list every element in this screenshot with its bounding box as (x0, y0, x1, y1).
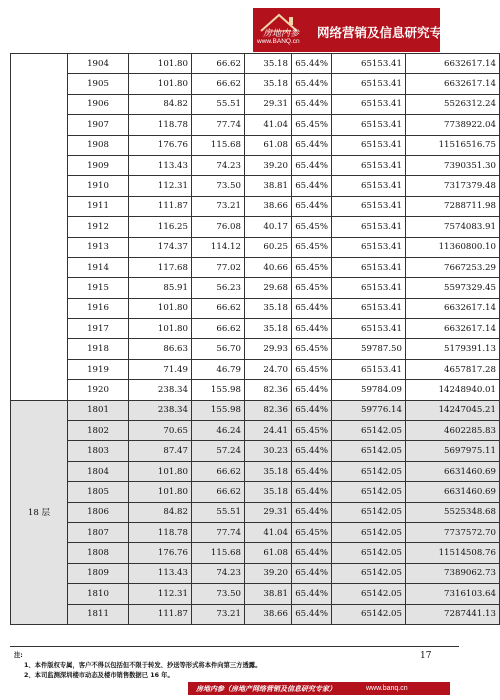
unit-number-cell: 1806 (68, 502, 129, 522)
unit-number-cell: 1914 (68, 257, 129, 277)
unit-number-cell: 1811 (68, 604, 129, 624)
value-cell: 65142.05 (332, 441, 406, 461)
value-cell: 73.50 (192, 176, 245, 196)
value-cell: 7737572.70 (406, 522, 500, 542)
value-cell: 70.65 (129, 421, 192, 441)
value-cell: 65.44% (292, 380, 332, 400)
table-row (11, 54, 500, 74)
value-cell: 40.17 (245, 217, 292, 237)
notes-title: 注: (14, 652, 23, 659)
value-cell: 115.68 (192, 135, 245, 155)
value-cell: 7390351.30 (406, 155, 500, 175)
value-cell: 6632617.14 (406, 74, 500, 94)
value-cell: 65.44% (292, 604, 332, 624)
unit-number-cell: 1808 (68, 543, 129, 563)
value-cell: 65.45% (292, 115, 332, 135)
unit-number-cell: 1910 (68, 176, 129, 196)
value-cell: 65142.05 (332, 584, 406, 604)
footer-text: 房地内参（房地产网络营销及信息研究专家） (196, 684, 336, 693)
value-cell: 117.68 (129, 257, 192, 277)
value-cell: 7667253.29 (406, 257, 500, 277)
unit-number-cell: 1918 (68, 339, 129, 359)
value-cell: 84.82 (129, 502, 192, 522)
value-cell: 6632617.14 (406, 54, 500, 74)
value-cell: 59776.14 (332, 400, 406, 420)
value-cell: 111.87 (129, 196, 192, 216)
value-cell: 113.43 (129, 155, 192, 175)
value-cell: 39.20 (245, 155, 292, 175)
value-cell: 38.66 (245, 196, 292, 216)
value-cell: 6632617.14 (406, 319, 500, 339)
value-cell: 65.45% (292, 421, 332, 441)
value-cell: 65.44% (292, 543, 332, 563)
value-cell: 85.91 (129, 278, 192, 298)
header-title: 网络营销及信息研究专家 (317, 25, 455, 40)
table-row (11, 94, 500, 114)
value-cell: 7317379.48 (406, 176, 500, 196)
value-cell: 65.44% (292, 74, 332, 94)
table-row (11, 339, 500, 359)
value-cell: 46.79 (192, 359, 245, 379)
value-cell: 46.24 (192, 421, 245, 441)
value-cell: 14247045.21 (406, 400, 500, 420)
value-cell: 66.62 (192, 319, 245, 339)
value-cell: 82.36 (245, 400, 292, 420)
value-cell: 59784.09 (332, 380, 406, 400)
value-cell: 65.45% (292, 257, 332, 277)
value-cell: 65142.05 (332, 563, 406, 583)
value-cell: 35.18 (245, 482, 292, 502)
table-row (11, 217, 500, 237)
table-row (11, 400, 500, 420)
value-cell: 238.34 (129, 380, 192, 400)
value-cell: 24.70 (245, 359, 292, 379)
unit-number-cell: 1904 (68, 54, 129, 74)
value-cell: 101.80 (129, 74, 192, 94)
value-cell: 59787.50 (332, 339, 406, 359)
value-cell: 41.04 (245, 522, 292, 542)
table-row (11, 155, 500, 175)
value-cell: 101.80 (129, 319, 192, 339)
header-banner (253, 8, 455, 52)
table-row (11, 441, 500, 461)
value-cell: 29.93 (245, 339, 292, 359)
table-row (11, 196, 500, 216)
table-row (11, 115, 500, 135)
value-cell: 238.34 (129, 400, 192, 420)
table-row (11, 522, 500, 542)
unit-number-cell: 1809 (68, 563, 129, 583)
value-cell: 65153.41 (332, 135, 406, 155)
table-row (11, 543, 500, 563)
footer-banner (188, 682, 450, 695)
value-cell: 118.78 (129, 115, 192, 135)
logo-url: www.BANQ.cn (257, 38, 300, 45)
unit-price-table (10, 53, 500, 625)
table-row (11, 176, 500, 196)
value-cell: 66.62 (192, 74, 245, 94)
value-cell: 116.25 (129, 217, 192, 237)
value-cell: 76.08 (192, 217, 245, 237)
value-cell: 101.80 (129, 298, 192, 318)
table-row (11, 359, 500, 379)
value-cell: 65153.41 (332, 74, 406, 94)
value-cell: 65153.41 (332, 319, 406, 339)
value-cell: 114.12 (192, 237, 245, 257)
unit-number-cell: 1803 (68, 441, 129, 461)
value-cell: 56.70 (192, 339, 245, 359)
value-cell: 7288711.98 (406, 196, 500, 216)
value-cell: 65153.41 (332, 115, 406, 135)
value-cell: 29.31 (245, 94, 292, 114)
table-row (11, 135, 500, 155)
unit-number-cell: 1916 (68, 298, 129, 318)
value-cell: 5526312.24 (406, 94, 500, 114)
value-cell: 73.21 (192, 196, 245, 216)
unit-number-cell: 1911 (68, 196, 129, 216)
value-cell: 35.18 (245, 319, 292, 339)
unit-number-cell: 1917 (68, 319, 129, 339)
value-cell: 5179391.13 (406, 339, 500, 359)
value-cell: 65.44% (292, 155, 332, 175)
unit-number-cell: 1807 (68, 522, 129, 542)
value-cell: 55.51 (192, 502, 245, 522)
value-cell: 65142.05 (332, 461, 406, 481)
value-cell: 101.80 (129, 54, 192, 74)
unit-number-cell: 1912 (68, 217, 129, 237)
value-cell: 7574083.91 (406, 217, 500, 237)
value-cell: 65.44% (292, 563, 332, 583)
unit-number-cell: 1915 (68, 278, 129, 298)
value-cell: 57.24 (192, 441, 245, 461)
value-cell: 7389062.73 (406, 563, 500, 583)
value-cell: 24.41 (245, 421, 292, 441)
unit-number-cell: 1804 (68, 461, 129, 481)
value-cell: 118.78 (129, 522, 192, 542)
value-cell: 65.44% (292, 135, 332, 155)
value-cell: 65.45% (292, 217, 332, 237)
value-cell: 29.68 (245, 278, 292, 298)
value-cell: 65.44% (292, 584, 332, 604)
value-cell: 6632617.14 (406, 298, 500, 318)
value-cell: 14248940.01 (406, 380, 500, 400)
unit-number-cell: 1913 (68, 237, 129, 257)
table-row (11, 380, 500, 400)
value-cell: 65.44% (292, 502, 332, 522)
value-cell: 65153.41 (332, 94, 406, 114)
table-row (11, 237, 500, 257)
value-cell: 84.82 (129, 94, 192, 114)
table-row (11, 604, 500, 624)
value-cell: 61.08 (245, 543, 292, 563)
table-row (11, 298, 500, 318)
table-row (11, 502, 500, 522)
value-cell: 6631460.69 (406, 482, 500, 502)
value-cell: 112.31 (129, 176, 192, 196)
unit-number-cell: 1920 (68, 380, 129, 400)
value-cell: 5697975.11 (406, 441, 500, 461)
value-cell: 65.44% (292, 176, 332, 196)
value-cell: 101.80 (129, 482, 192, 502)
value-cell: 65.45% (292, 339, 332, 359)
unit-number-cell: 1907 (68, 115, 129, 135)
value-cell: 65142.05 (332, 421, 406, 441)
unit-number-cell: 1802 (68, 421, 129, 441)
floor-cell: 18 层 (11, 400, 68, 624)
unit-number-cell: 1919 (68, 359, 129, 379)
value-cell: 65.44% (292, 196, 332, 216)
value-cell: 65142.05 (332, 502, 406, 522)
value-cell: 86.63 (129, 339, 192, 359)
value-cell: 38.66 (245, 604, 292, 624)
value-cell: 55.51 (192, 94, 245, 114)
value-cell: 65153.41 (332, 359, 406, 379)
value-cell: 71.49 (129, 359, 192, 379)
value-cell: 65.45% (292, 237, 332, 257)
table-row (11, 563, 500, 583)
table-row (11, 257, 500, 277)
table-row (11, 482, 500, 502)
table-row (11, 461, 500, 481)
value-cell: 176.76 (129, 135, 192, 155)
value-cell: 7287441.13 (406, 604, 500, 624)
value-cell: 11360800.10 (406, 237, 500, 257)
value-cell: 65.44% (292, 400, 332, 420)
value-cell: 7738922.04 (406, 115, 500, 135)
value-cell: 65153.41 (332, 237, 406, 257)
footer-url: www.banq.cn (366, 685, 408, 692)
value-cell: 65.44% (292, 441, 332, 461)
value-cell: 41.04 (245, 115, 292, 135)
value-cell: 35.18 (245, 74, 292, 94)
value-cell: 65142.05 (332, 522, 406, 542)
value-cell: 65153.41 (332, 298, 406, 318)
value-cell: 74.23 (192, 563, 245, 583)
value-cell: 66.62 (192, 482, 245, 502)
value-cell: 5525348.68 (406, 502, 500, 522)
unit-number-cell: 1906 (68, 94, 129, 114)
unit-number-cell: 1909 (68, 155, 129, 175)
table-row (11, 74, 500, 94)
value-cell: 56.23 (192, 278, 245, 298)
value-cell: 174.37 (129, 237, 192, 257)
value-cell: 74.23 (192, 155, 245, 175)
value-cell: 66.62 (192, 54, 245, 74)
value-cell: 65.44% (292, 94, 332, 114)
notes-block (14, 651, 261, 681)
value-cell: 111.87 (129, 604, 192, 624)
value-cell: 4602285.83 (406, 421, 500, 441)
table-row (11, 584, 500, 604)
note-line-2: 2、本司监测深圳楼市动态及楼市销售数据已 16 年。 (24, 672, 174, 679)
logo-text: 房地内参 (263, 29, 300, 39)
value-cell: 73.50 (192, 584, 245, 604)
unit-number-cell: 1805 (68, 482, 129, 502)
value-cell: 65.45% (292, 359, 332, 379)
floor-cell (11, 54, 68, 401)
footer-divider (10, 646, 459, 647)
page-number: 17 (420, 651, 432, 661)
value-cell: 38.81 (245, 584, 292, 604)
value-cell: 61.08 (245, 135, 292, 155)
value-cell: 35.18 (245, 298, 292, 318)
value-cell: 5597329.45 (406, 278, 500, 298)
value-cell: 11516516.75 (406, 135, 500, 155)
unit-number-cell: 1801 (68, 400, 129, 420)
value-cell: 65153.41 (332, 217, 406, 237)
table-row (11, 278, 500, 298)
unit-number-cell: 1905 (68, 74, 129, 94)
value-cell: 4657817.28 (406, 359, 500, 379)
value-cell: 101.80 (129, 461, 192, 481)
value-cell: 155.98 (192, 400, 245, 420)
value-cell: 66.62 (192, 298, 245, 318)
value-cell: 65142.05 (332, 543, 406, 563)
table-row (11, 319, 500, 339)
value-cell: 65153.41 (332, 176, 406, 196)
value-cell: 40.66 (245, 257, 292, 277)
value-cell: 176.76 (129, 543, 192, 563)
value-cell: 65153.41 (332, 278, 406, 298)
unit-number-cell: 1810 (68, 584, 129, 604)
value-cell: 155.98 (192, 380, 245, 400)
value-cell: 65.45% (292, 522, 332, 542)
value-cell: 60.25 (245, 237, 292, 257)
value-cell: 39.20 (245, 563, 292, 583)
value-cell: 65.44% (292, 461, 332, 481)
value-cell: 65153.41 (332, 54, 406, 74)
table-row (11, 421, 500, 441)
value-cell: 65.45% (292, 278, 332, 298)
value-cell: 65.44% (292, 482, 332, 502)
value-cell: 29.31 (245, 502, 292, 522)
value-cell: 66.62 (192, 461, 245, 481)
value-cell: 115.68 (192, 543, 245, 563)
value-cell: 73.21 (192, 604, 245, 624)
value-cell: 30.23 (245, 441, 292, 461)
value-cell: 77.74 (192, 522, 245, 542)
value-cell: 6631460.69 (406, 461, 500, 481)
value-cell: 65153.41 (332, 196, 406, 216)
value-cell: 11514508.76 (406, 543, 500, 563)
value-cell: 77.74 (192, 115, 245, 135)
value-cell: 113.43 (129, 563, 192, 583)
value-cell: 87.47 (129, 441, 192, 461)
value-cell: 65142.05 (332, 482, 406, 502)
value-cell: 82.36 (245, 380, 292, 400)
value-cell: 112.31 (129, 584, 192, 604)
value-cell: 65.44% (292, 319, 332, 339)
value-cell: 38.81 (245, 176, 292, 196)
note-line-1: 1、本件版权专属，客户不得以包括但不限于转发、抄送等形式将本件向第三方透露。 (24, 662, 262, 669)
value-cell: 65153.41 (332, 257, 406, 277)
value-cell: 7316103.64 (406, 584, 500, 604)
value-cell: 65.44% (292, 54, 332, 74)
unit-number-cell: 1908 (68, 135, 129, 155)
value-cell: 77.02 (192, 257, 245, 277)
value-cell: 65153.41 (332, 155, 406, 175)
value-cell: 65.44% (292, 298, 332, 318)
value-cell: 35.18 (245, 54, 292, 74)
value-cell: 35.18 (245, 461, 292, 481)
value-cell: 65142.05 (332, 604, 406, 624)
